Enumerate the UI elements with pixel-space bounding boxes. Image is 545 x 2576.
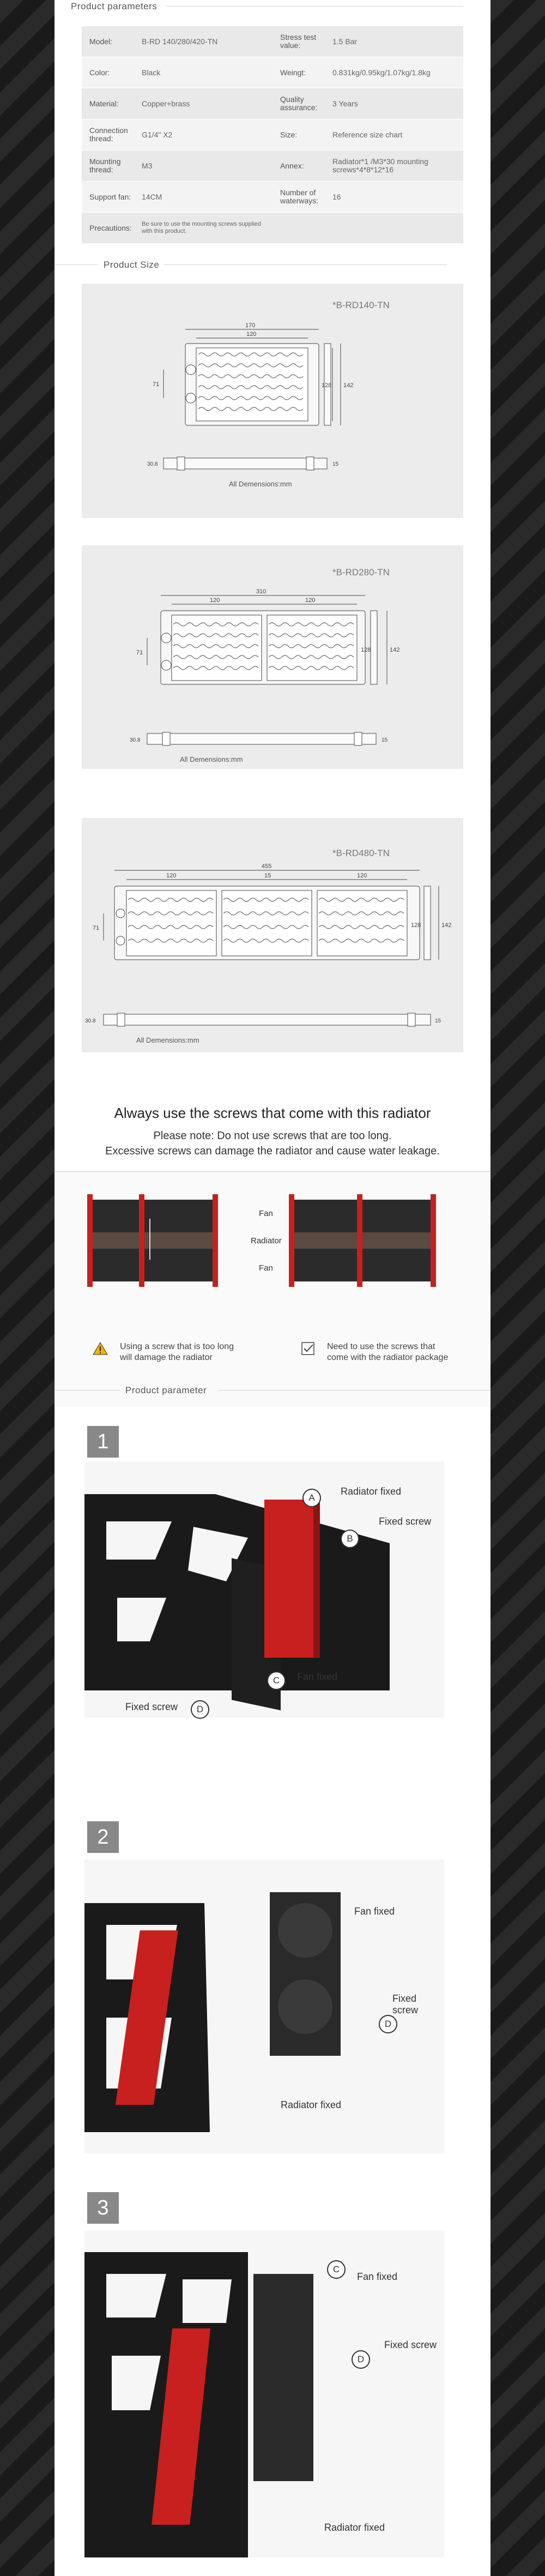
radiator-480-drawing [82,818,463,1052]
dimensions-note: All Demensions:mm [136,1036,199,1044]
size-diagram-140 [82,284,463,518]
label-fan-top: Fan [259,1209,273,1218]
size-title-text: Product Size [104,260,160,270]
dim-depth-label: 30.8 [130,737,141,743]
section-title-parameters [71,1,157,12]
dim-segment-label: 120 [357,872,367,879]
warning-header [55,1102,491,1171]
param-label: Size: [280,130,298,139]
product-parameters-section [55,0,491,262]
dim-height-label: 142 [441,922,452,929]
model-tag: *B-RD280-TN [332,567,390,577]
param-label: Annex: [280,161,304,170]
dim-height-label: 142 [343,382,354,389]
dim-segment-label: 15 [264,872,271,879]
warning-title: Always use the screws that come with this radiator [114,1105,431,1121]
param-value: G1/4" X2 [142,130,173,139]
param-value: 0.831kg/0.95kg/1.07kg/1.8kg [332,68,431,77]
screw-comparison-illustration [55,1183,491,1325]
label-radiator: Radiator [251,1236,282,1245]
param-label: Mounting thread: [89,157,121,174]
label-fan-fixed: Fan fixed [357,2271,398,2282]
param-label: Precautions: [89,223,132,232]
step-number-badge: 1 [87,1426,119,1458]
title-rule-right [218,1390,491,1391]
dim-width-label: 170 [245,322,256,329]
dimensions-note: All Demensions:mm [180,755,243,763]
param-label: Color: [89,68,110,77]
step-2-drawing [84,1859,444,2154]
product-size-section [55,262,491,1102]
left-background-strip [0,0,55,2576]
right-background-strip [491,0,545,2576]
param-label: Weingt: [280,68,306,77]
param-row [82,213,463,244]
param-value: M3 [142,161,153,170]
section-title-size [104,260,159,270]
param-label: Connection thread: [89,126,128,143]
param-label: Quality assurance: [280,95,318,112]
bad-assembly [87,1194,218,1287]
param-value: B-RD 140/280/420-TN [142,37,218,46]
warning-triangle-icon [93,1341,108,1356]
param-value: Radiator*1 /M3*30 mounting screws*4*8*12*16 [332,157,428,174]
warning-note: Please note: Do not use screws that are too long. [153,1130,392,1142]
dim-width-label: 455 [262,863,272,870]
param-label: Model: [89,37,113,46]
param-label: Material: [89,99,119,108]
param-value: Copper+brass [142,99,190,108]
size-diagram-480 [82,818,463,1052]
step-1-drawing [84,1461,444,1718]
marker-d: D [379,2015,397,2033]
label-radiator-fixed: Radiator fixed [341,1486,402,1497]
installation-section [55,1407,491,2576]
params-table [82,26,463,244]
step-2-illustration [84,1859,444,2154]
section-title-product-parameter [125,1385,207,1396]
params-title-text: Product parameters [71,1,158,11]
title-rule-left [55,1390,120,1391]
label-fixed-screw: Fixed screw [379,1516,432,1527]
radiator-280-drawing [82,545,463,769]
step-number-badge: 2 [87,1821,119,1853]
warning-note: Excessive screws can damage the radiator and cause water leakage. [105,1145,440,1157]
step-number-badge: 3 [87,2192,119,2224]
param-value: 16 [332,192,341,201]
label-fan-fixed: Fan fixed [354,1906,395,1917]
warning-separator [55,1171,491,1172]
dim-end-label: 15 [435,1018,441,1024]
size-diagram-280 [82,545,463,769]
dim-width-label: 310 [256,588,267,595]
marker-c: C [267,1671,286,1690]
param-row [82,151,463,182]
dim-height-label: 142 [390,647,400,653]
param-row [82,182,463,213]
checklist-icon [301,1341,317,1356]
good-assembly [289,1194,436,1287]
screw-warning-section [55,1102,491,1407]
title-rule-left [55,264,98,265]
model-tag: *B-RD480-TN [332,848,390,858]
dim-inner-label: 120 [246,331,257,338]
step-1-illustration [84,1461,444,1718]
param-label: Stress test value: [280,33,317,50]
param-value: 3 Years [332,99,358,108]
dim-h2-label: 128 [322,382,332,389]
param-row [82,26,463,57]
model-tag: *B-RD140-TN [332,300,390,310]
step-3-illustration [84,2230,444,2557]
dimensions-note: All Demensions:mm [229,480,292,488]
param-row [82,119,463,151]
param-value: 14CM [142,192,162,201]
marker-a: A [302,1489,321,1507]
dim-t-label: 71 [136,649,143,656]
dim-end-label: 15 [382,737,388,743]
param-row [82,88,463,119]
param-value: Black [142,68,161,77]
label-fixed-screw: Fixed screw [384,2339,437,2350]
label-radiator-fixed: Radiator fixed [281,2099,342,2110]
marker-d: D [352,2350,370,2369]
dim-segment-label: 120 [305,597,316,604]
dim-h2-label: 128 [361,647,371,653]
marker-d: D [191,1700,209,1719]
product-parameter-title: Product parameter [125,1385,207,1395]
dim-end-label: 15 [332,461,339,467]
marker-c: C [327,2260,346,2279]
param-value: Be sure to use the mounting screws supplied with this product. [142,221,261,234]
param-label: Number of waterways: [280,188,319,205]
label-fan-bottom: Fan [259,1263,273,1273]
label-fixed-screw: Fixed screw [392,1993,419,2015]
good-screw-caption: Need to use the screws that come with the radiator package [327,1342,449,1362]
dim-segment-label: 120 [210,597,220,604]
label-fixed-screw: Fixed screw [125,1701,178,1712]
label-radiator-fixed: Radiator fixed [324,2522,385,2533]
dim-segment-label: 120 [166,872,177,879]
param-label: Support fan: [89,192,131,201]
dim-t-label: 71 [153,381,160,388]
label-fan-fixed: Fan fixed [297,1671,338,1682]
title-rule-right [164,264,447,265]
marker-b: B [341,1530,359,1548]
param-value: 1.5 Bar [332,37,358,46]
product-page [55,0,491,2576]
bad-screw-caption: Using a screw that is too long will damage the radiator [120,1342,234,1362]
dim-t-label: 71 [93,925,100,931]
title-rule [166,6,463,7]
dim-h2-label: 128 [411,922,421,929]
param-row [82,57,463,88]
param-value: Reference size chart [332,130,403,139]
dim-depth-label: 30.8 [85,1018,96,1024]
dim-depth-label: 30.8 [147,461,158,467]
